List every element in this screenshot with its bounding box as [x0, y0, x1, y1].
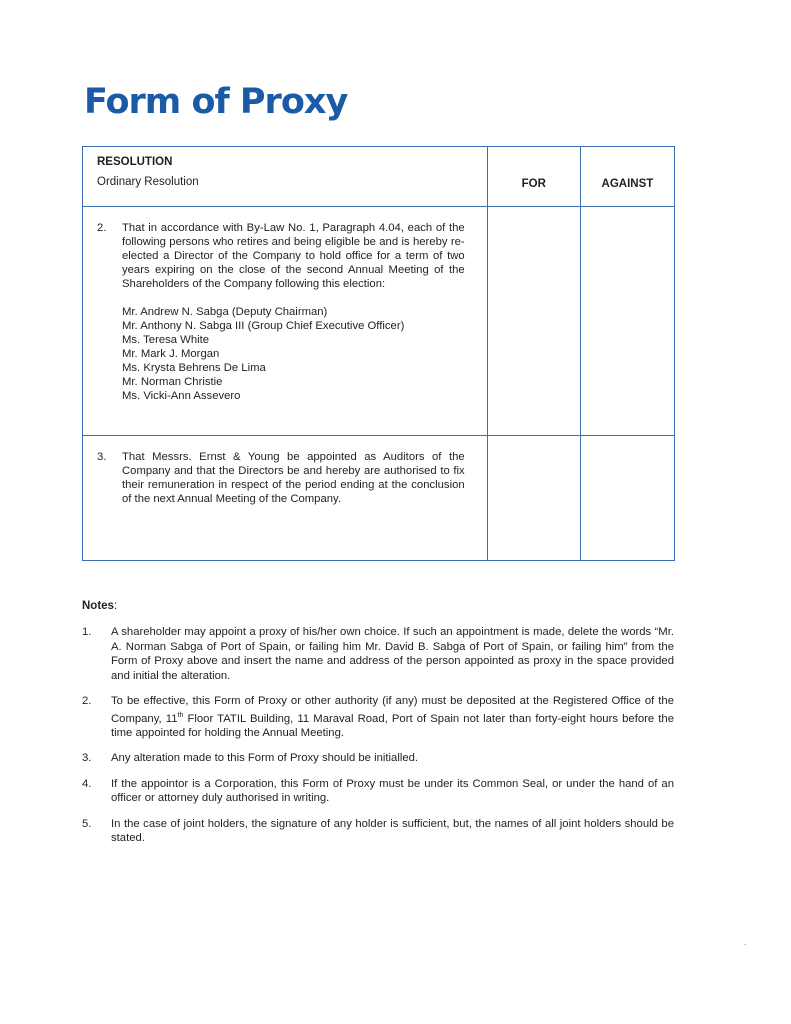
director-name: Ms. Krysta Behrens De Lima — [122, 362, 266, 374]
resolution-cell — [83, 436, 488, 561]
resolution-header-cell — [83, 147, 488, 207]
list-item — [82, 694, 674, 740]
notes-list — [82, 625, 674, 857]
director-name: Mr. Norman Christie — [122, 376, 223, 388]
note-text: In the case of joint holders, the signature of any holder is sufficient, but, the names of all joint holders should be stated. — [111, 817, 674, 845]
note-number: 1. — [82, 626, 92, 638]
director-name: Mr. Mark J. Morgan — [122, 348, 220, 360]
table-header-row — [83, 147, 675, 207]
director-name: Ms. Vicki-Ann Assevero — [122, 390, 241, 402]
list-item — [82, 625, 674, 683]
resolution-table — [82, 146, 675, 561]
director-name: Ms. Teresa White — [122, 334, 210, 346]
list-item — [82, 751, 674, 766]
resolution-type: Ordinary Resolution — [97, 176, 199, 188]
resolution-text: That Messrs. Ernst & Young be appointed as Auditors of the Company and that the Directors be and hereby are authorised to fix their remuneration in respect of the period ending at the conclusion of the next Annual Meeting of the Company. — [122, 451, 465, 505]
note-text: If the appointor is a Corporation, this Form of Proxy must be under its Common Seal, or under the hand of an officer or attorney duly authorised in writing. — [111, 777, 674, 805]
resolution-number: 3. — [97, 451, 107, 463]
list-item — [82, 777, 674, 806]
note-text: Any alteration made to this Form of Proxy should be initialled. — [111, 752, 419, 765]
notes-heading: Notes: — [82, 600, 118, 612]
note-text: A shareholder may appoint a proxy of his/her own choice. If such an appointment is made, delete the words “Mr. A. Norman Sabga of Port of Spain, or failing him Mr. David B. Sabga of Port of Spain, or failing him” from the Form of Proxy above and insert the name and address of the person appointed as proxy in the space provided and initial the alteration. — [111, 626, 674, 682]
footer-mark: . — [744, 938, 747, 947]
resolution-text: That in accordance with By-Law No. 1, Paragraph 4.04, each of the following persons who retires and being eligible be and is hereby re-elected a Director of the Company to hold office for a term of two years expiring on the close of the second Annual Meeting of the Shareholders of the Company following this election: — [122, 222, 465, 290]
director-name: Mr. Anthony N. Sabga III (Group Chief Executive Officer) — [122, 320, 405, 332]
note-number: 3. — [82, 752, 92, 765]
page-title: Form of Proxy — [84, 82, 348, 122]
note-number: 2. — [82, 695, 92, 707]
for-column-header: FOR — [487, 147, 580, 207]
resolution-number: 2. — [97, 222, 107, 234]
director-list — [122, 305, 465, 403]
table-row — [83, 207, 675, 436]
resolution-label: RESOLUTION — [97, 156, 173, 168]
note-number: 5. — [82, 817, 92, 830]
resolution-cell — [83, 207, 488, 436]
against-vote-box[interactable] — [580, 207, 674, 436]
against-column-header: AGAINST — [580, 147, 674, 207]
table-row — [83, 436, 675, 561]
list-item — [82, 817, 674, 846]
director-name: Mr. Andrew N. Sabga (Deputy Chairman) — [122, 306, 328, 318]
note-text: To be effective, this Form of Proxy or other authority (if any) must be deposited at the Registered Office of the Company, 11th Floor TATIL Building, 11 Maraval Road, Port of Spain not later than forty-eight hours before the time appointed for holding the Annual Meeting. — [111, 695, 674, 739]
for-vote-box[interactable] — [487, 436, 580, 561]
against-vote-box[interactable] — [580, 436, 674, 561]
for-vote-box[interactable] — [487, 207, 580, 436]
note-number: 4. — [82, 777, 92, 790]
